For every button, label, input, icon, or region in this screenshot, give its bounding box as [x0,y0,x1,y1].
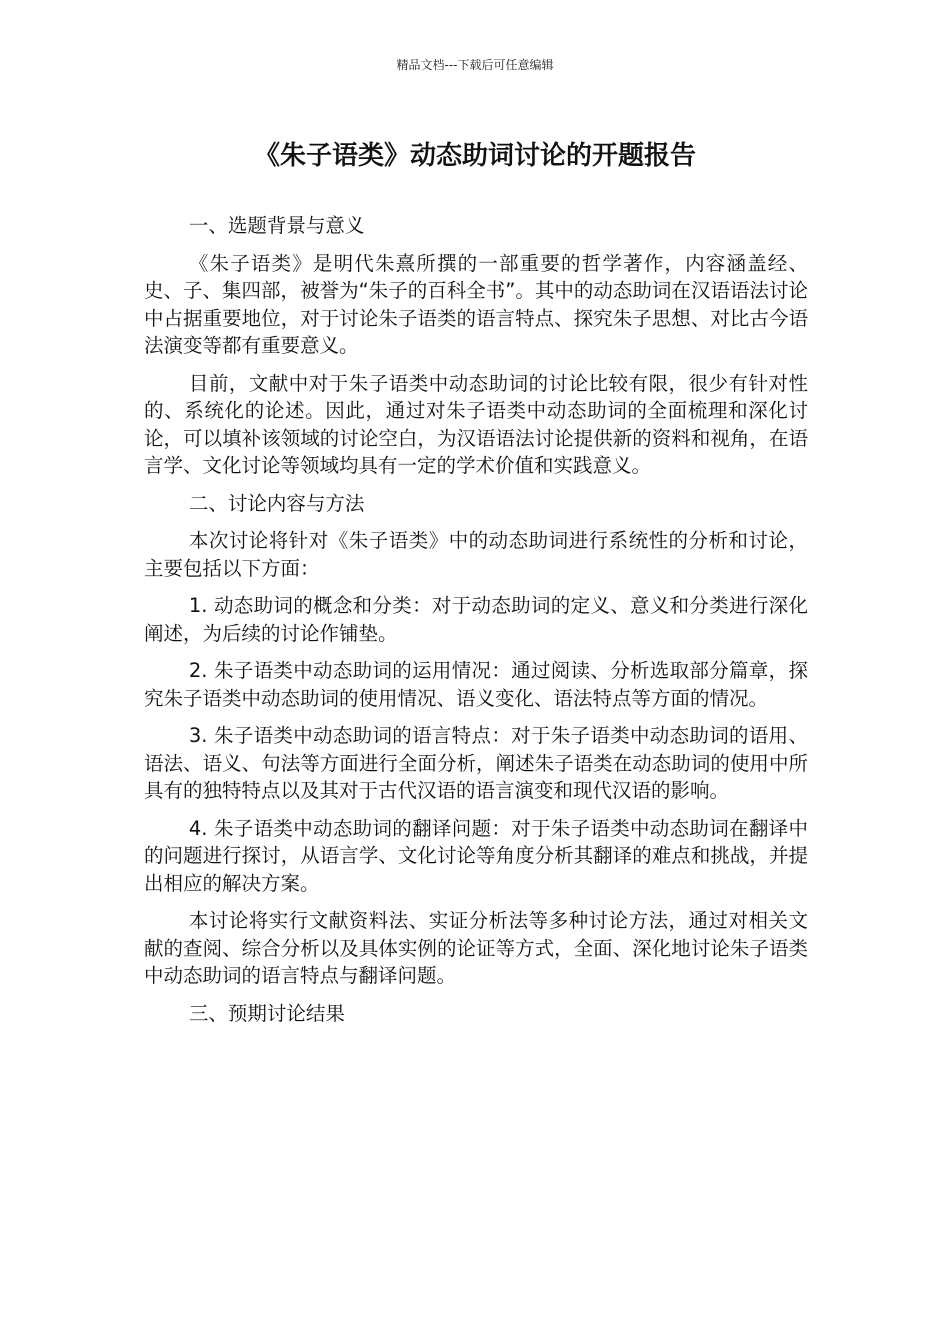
section-heading-content-method: 二、讨论内容与方法 [188,491,365,515]
paragraph-scope: 本次讨论将针对《朱子语类》中的动态助词进行系统性的分析和讨论，主要包括以下方面： [144,529,808,580]
paragraph-intro: 《朱子语类》是明代朱熹所撰的一部重要的哲学著作，内容涵盖经、史、子、集四部，被誉为“朱子的百科全书”。其中的动态助词在汉语语法讨论中占据重要地位，对于讨论朱子语类的语言特点、探究朱子思想、对比古今语法演变等都有重要意义。 [144,251,808,357]
page-header-note: 精品文档---下载后可任意编辑 [396,58,554,72]
list-item-4: 4. 朱子语类中动态助词的翻译问题：对于朱子语类中动态助词在翻译中的问题进行探讨，从语言学、文化讨论等角度分析其翻译的难点和挑战，并提出相应的解决方案。 [144,816,808,895]
paragraph-current-status: 目前，文献中对于朱子语类中动态助词的讨论比较有限，很少有针对性的、系统化的论述。因此，通过对朱子语类中动态助词的全面梳理和深化讨论，可以填补该领域的讨论空白，为汉语语法讨论提供新的资料和视角，在语言学、文化讨论等领域均具有一定的学术价值和实践意义。 [144,371,808,477]
section-heading-expected-results: 三、预期讨论结果 [188,1001,345,1025]
section-heading-background: 一、选题背景与意义 [188,214,365,237]
list-item-1: 1. 动态助词的概念和分类：对于动态助词的定义、意义和分类进行深化阐述，为后续的讨论作铺垫。 [144,594,808,645]
list-item-2: 2. 朱子语类中动态助词的运用情况：通过阅读、分析选取部分篇章，探究朱子语类中动态助词的使用情况、语义变化、语法特点等方面的情况。 [144,659,808,710]
document-body [144,212,808,1037]
paragraph-methods: 本讨论将实行文献资料法、实证分析法等多种讨论方法，通过对相关文献的查阅、综合分析以及具体实例的论证等方式，全面、深化地讨论朱子语类中动态助词的语言特点与翻译问题。 [144,909,808,987]
document-title: 《朱子语类》动态助词讨论的开题报告 [253,141,696,171]
list-item-3: 3. 朱子语类中动态助词的语言特点：对于朱子语类中动态助词的语用、语法、语义、句法等方面进行全面分析，阐述朱子语类在动态助词的使用中所具有的独特特点以及其对于古代汉语的语言演变和现代汉语的影响。 [144,724,808,802]
